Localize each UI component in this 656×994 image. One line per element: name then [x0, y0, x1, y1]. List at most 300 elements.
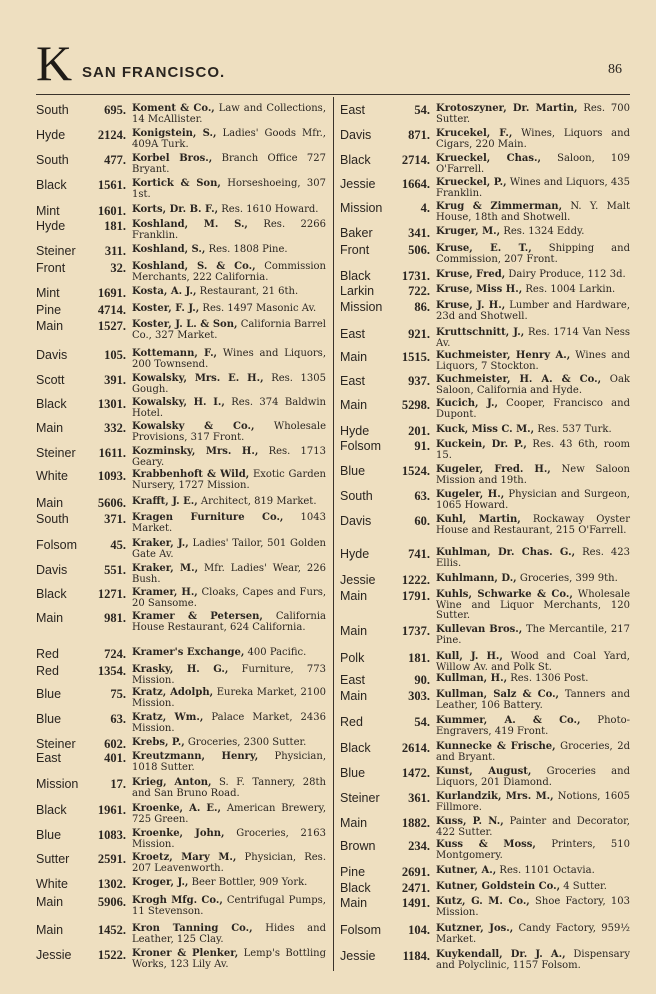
listing-name: Kuchmeister, Henry A., — [436, 350, 571, 361]
exchange-name: Pine — [36, 303, 62, 317]
listing-detail: Dispensary and Polyclinic, 1157 Folsom. — [436, 949, 630, 971]
phone-number: 1731. — [401, 269, 430, 283]
listing-name: Krueckel, Chas., — [436, 153, 541, 164]
listing-name: Kullevan Bros., — [436, 624, 523, 635]
exchange-name: South — [36, 153, 69, 167]
listing-name: Kramer's Exchange, — [132, 647, 245, 658]
phone-number: 371. — [104, 512, 126, 526]
exchange-name: Main — [340, 816, 368, 830]
phone-number: 1222. — [401, 573, 430, 587]
phone-number: 32. — [110, 261, 126, 275]
listing-text — [132, 104, 326, 125]
exchange-name: Main — [36, 611, 64, 625]
exchange-name: Davis — [36, 348, 68, 362]
exchange-name: Steiner — [36, 244, 76, 258]
exchange-name: Steiner — [36, 737, 76, 751]
phone-number: 181. — [104, 219, 126, 233]
directory-entry — [340, 490, 630, 511]
directory-entry — [340, 674, 630, 687]
phone-number: 104. — [408, 923, 430, 937]
listing-detail: Wines and Liquors, 7 Stockton. — [436, 350, 630, 372]
directory-entry — [36, 245, 326, 258]
directory-entry — [340, 792, 630, 813]
listing-detail: Groceries, 2300 Sutter. — [187, 737, 307, 748]
directory-entry — [340, 515, 630, 536]
directory-entry — [340, 950, 630, 971]
listing-detail: Exotic Garden Nursery, 1727 Mission. — [132, 469, 326, 491]
listing-text — [436, 882, 630, 893]
directory-entry — [36, 829, 326, 850]
listing-detail: Res. 1324 Eddy. — [503, 226, 585, 237]
listing-text — [132, 422, 326, 443]
listing-detail: Wholesale Provisions, 317 Front. — [132, 421, 326, 443]
listing-detail: Physician, Res. 207 Leavenworth. — [132, 852, 326, 874]
exchange-name: Main — [340, 350, 368, 364]
listing-name: Kullman, Salz & Co., — [436, 689, 560, 700]
listing-name: Konigstein, S., — [132, 128, 217, 139]
listing-text — [436, 767, 630, 788]
listing-detail: Res. 537 Turk. — [537, 424, 612, 435]
listing-detail: Res. 1101 Octavia. — [499, 865, 595, 876]
directory-entry — [340, 652, 630, 673]
phone-number: 2591. — [97, 852, 126, 866]
phone-number: 1691. — [97, 286, 126, 300]
exchange-name: Black — [340, 741, 371, 755]
listing-text — [132, 853, 326, 874]
phone-number: 1093. — [97, 469, 126, 483]
phone-number: 311. — [104, 244, 126, 258]
exchange-name: Main — [340, 589, 368, 603]
listing-name: Krotoszyner, Dr. Martin, — [436, 103, 578, 114]
exchange-name: Red — [36, 664, 59, 678]
listing-text — [436, 465, 630, 486]
exchange-name: Main — [340, 624, 368, 638]
listing-detail: Res. 1497 Masonic Av. — [202, 303, 317, 314]
listing-name: Kutner, Goldstein Co., — [436, 881, 561, 892]
listing-text — [436, 375, 630, 396]
listing-name: Kraker, J., — [132, 538, 189, 549]
listing-name: Kruse, E. T., — [436, 243, 532, 254]
listing-name: Kuchmeister, H. A. & Co., — [436, 374, 602, 385]
exchange-name: White — [36, 469, 68, 483]
listing-text — [436, 104, 630, 125]
exchange-name: Main — [340, 398, 368, 412]
exchange-name: Black — [340, 269, 371, 283]
listing-text — [436, 490, 630, 511]
directory-entry — [36, 447, 326, 468]
exchange-name: Polk — [340, 651, 365, 665]
listing-name: Kroenke, A. E., — [132, 803, 222, 814]
listing-text — [132, 220, 326, 241]
listing-text — [436, 548, 630, 569]
listing-detail: Shoe Factory, 103 Mission. — [436, 896, 630, 918]
listing-text — [436, 897, 630, 918]
directory-entry — [36, 374, 326, 395]
listing-detail: Saloon, 109 O'Farrell. — [436, 153, 630, 175]
listing-detail: Res. 1714 Van Ness Av. — [436, 327, 630, 349]
listing-detail: Shipping and Commission, 207 Front. — [436, 243, 630, 265]
exchange-name: Scott — [36, 373, 65, 387]
listing-text — [132, 497, 326, 508]
listing-name: Kuss & Moss, — [436, 839, 536, 850]
phone-number: 4714. — [97, 303, 126, 317]
listing-detail: Wines and Liquors, 435 Franklin. — [436, 177, 630, 199]
phone-number: 201. — [408, 424, 430, 438]
phone-number: 91. — [414, 439, 430, 453]
phone-number: 1527. — [97, 319, 126, 333]
phone-number: 551. — [104, 563, 126, 577]
listing-name: Kutner, A., — [436, 865, 497, 876]
phone-number: 477. — [104, 153, 126, 167]
directory-entry — [340, 742, 630, 763]
listing-detail: Hides and Leather, 125 Clay. — [132, 923, 326, 945]
listing-detail: Centrifugal Pumps, 11 Stevenson. — [132, 895, 326, 917]
directory-entry — [36, 497, 326, 510]
directory-entry — [36, 539, 326, 560]
exchange-name: East — [340, 673, 366, 687]
directory-entry — [340, 440, 630, 461]
directory-entry — [36, 713, 326, 734]
listing-text — [436, 227, 630, 238]
directory-entry — [36, 179, 326, 200]
listing-name: Korbel Bros., — [132, 153, 213, 164]
listing-detail: New Saloon Mission and 19th. — [436, 464, 630, 486]
listing-detail: Cooper, Francisco and Dupont. — [436, 398, 630, 420]
listing-name: Korts, Dr. B. F., — [132, 204, 219, 215]
listing-text — [436, 440, 630, 461]
directory-entry — [36, 320, 326, 341]
listing-name: Kroetz, Mary M., — [132, 852, 237, 863]
phone-number: 361. — [408, 791, 430, 805]
phone-number: 5906. — [97, 895, 126, 909]
listing-detail: Groceries, 2163 Mission. — [132, 828, 326, 850]
listing-name: Kron Tanning Co., — [132, 923, 253, 934]
exchange-name: East — [340, 374, 366, 388]
listing-name: Kratz, Wm., — [132, 712, 204, 723]
listing-detail: Photo-Engravers, 419 Front. — [436, 715, 630, 737]
exchange-name: Blue — [340, 464, 366, 478]
listing-detail: Ladies' Tailor, 501 Golden Gate Av. — [132, 538, 326, 560]
exchange-name: Mission — [340, 201, 383, 215]
listing-detail: American Brewery, 725 Green. — [132, 803, 326, 825]
directory-entry — [36, 349, 326, 370]
listing-detail: Groceries, 2d and Bryant. — [436, 741, 630, 763]
listing-name: Kuck, Miss C. M., — [436, 424, 535, 435]
exchange-name: Black — [36, 397, 67, 411]
listing-detail: Physician and Surgeon, 1065 Howard. — [436, 489, 630, 511]
listing-text — [436, 924, 630, 945]
directory-entry — [340, 285, 630, 298]
listing-detail: Restaurant, 21 6th. — [199, 286, 299, 297]
exchange-name: Main — [36, 923, 64, 937]
listing-detail: Mfr. Ladies' Wear, 226 Bush. — [132, 563, 326, 585]
listing-text — [436, 425, 630, 436]
phone-number: 341. — [408, 226, 430, 240]
listing-text — [436, 202, 630, 223]
listing-text — [132, 374, 326, 395]
phone-number: 722. — [408, 284, 430, 298]
listing-name: Kowalsky, Mrs. E. H., — [132, 373, 264, 384]
listing-text — [132, 245, 326, 256]
exchange-name: Larkin — [340, 284, 375, 298]
directory-entry — [340, 328, 630, 349]
exchange-name: Davis — [340, 514, 372, 528]
listing-name: Kosta, A. J., — [132, 286, 197, 297]
listing-text — [132, 154, 326, 175]
listing-name: Kutz, G. M. Co., — [436, 896, 530, 907]
phone-number: 2691. — [401, 865, 430, 879]
listing-detail: 400 Pacific. — [247, 647, 307, 658]
exchange-name: Steiner — [36, 446, 76, 460]
exchange-name: Mint — [36, 204, 60, 218]
phone-number: 1882. — [401, 816, 430, 830]
listing-text — [436, 301, 630, 322]
exchange-name: East — [36, 751, 62, 765]
directory-entry — [36, 648, 326, 661]
exchange-name: Main — [36, 496, 64, 510]
directory-entry — [340, 866, 630, 879]
listing-text — [436, 690, 630, 711]
phone-number: 1354. — [97, 664, 126, 678]
directory-entry — [36, 262, 326, 283]
phone-number: 54. — [414, 103, 430, 117]
phone-number: 1737. — [401, 624, 430, 638]
listing-text — [132, 447, 326, 468]
listing-name: Koshland, S., — [132, 244, 206, 255]
phone-number: 1452. — [97, 923, 126, 937]
directory-entry — [340, 178, 630, 199]
left-column — [36, 102, 326, 972]
column-divider — [333, 97, 334, 971]
header-rule — [36, 94, 630, 95]
listing-detail: Res. 1306 Post. — [510, 673, 589, 684]
exchange-name: South — [36, 103, 69, 117]
listing-name: Kuykendall, Dr. J. A., — [436, 949, 566, 960]
exchange-name: White — [36, 877, 68, 891]
listing-detail: Oak Saloon, California and Hyde. — [436, 374, 630, 396]
listing-text — [436, 950, 630, 971]
listing-detail: Res. 1808 Pine. — [208, 244, 288, 255]
listing-text — [132, 949, 326, 970]
exchange-name: Jessie — [340, 949, 376, 963]
listing-text — [132, 179, 326, 200]
directory-entry — [36, 688, 326, 709]
phone-number: 1961. — [97, 803, 126, 817]
listing-detail: Furniture, 773 Mission. — [132, 664, 326, 686]
listing-detail: Law and Collections, 14 McAllister. — [132, 103, 326, 125]
directory-entry — [36, 398, 326, 419]
listing-text — [132, 470, 326, 491]
phone-number: 602. — [104, 737, 126, 751]
listing-text — [436, 590, 630, 622]
directory-entry — [340, 399, 630, 420]
phone-number: 303. — [408, 689, 430, 703]
exchange-name: Steiner — [340, 791, 380, 805]
listing-text — [436, 285, 630, 296]
directory-entry — [340, 129, 630, 150]
phone-number: 45. — [110, 538, 126, 552]
listing-text — [436, 515, 630, 536]
exchange-name: Davis — [36, 563, 68, 577]
directory-entry — [340, 301, 630, 322]
listing-name: Kuhl, Martin, — [436, 514, 521, 525]
directory-entry — [36, 738, 326, 751]
listing-name: Kurlandzik, Mrs. M., — [436, 791, 554, 802]
phone-number: 75. — [110, 687, 126, 701]
phone-number: 391. — [104, 373, 126, 387]
listing-name: Kowalsky, H. I., — [132, 397, 225, 408]
listing-text — [436, 792, 630, 813]
listing-detail: Lumber and Hardware, 23d and Shotwell. — [436, 300, 631, 322]
listing-name: Koster, F. J., — [132, 303, 200, 314]
directory-entry — [36, 154, 326, 175]
exchange-name: Front — [36, 261, 66, 275]
exchange-name: Baker — [340, 226, 373, 240]
phone-number: 1515. — [401, 350, 430, 364]
page-number: 86 — [608, 62, 622, 77]
exchange-name: South — [340, 489, 373, 503]
exchange-name: Davis — [340, 128, 372, 142]
exchange-name: Folsom — [340, 923, 381, 937]
phone-number: 86. — [414, 300, 430, 314]
directory-entry — [340, 590, 630, 622]
listing-text — [132, 564, 326, 585]
listing-detail: Ladies' Goods Mfr., 409A Turk. — [132, 128, 326, 150]
listing-detail: California House Restaurant, 624 California. — [132, 611, 326, 633]
listing-name: Kozminsky, Mrs. H., — [132, 446, 259, 457]
directory-entry — [340, 817, 630, 838]
listing-text — [436, 840, 630, 861]
listing-text — [436, 716, 630, 737]
directory-entry — [36, 878, 326, 891]
listing-name: Krafft, J. E., — [132, 496, 198, 507]
directory-entry — [36, 470, 326, 491]
listing-detail: Eureka Market, 2100 Mission. — [132, 687, 326, 709]
exchange-name: East — [340, 327, 366, 341]
phone-number: 401. — [104, 751, 126, 765]
directory-entry — [36, 564, 326, 585]
directory-entry — [36, 304, 326, 317]
listing-name: Krug & Zimmerman, — [436, 201, 563, 212]
listing-detail: Res. 2266 Franklin. — [132, 219, 326, 241]
directory-entry — [36, 752, 326, 773]
directory-entry — [36, 853, 326, 874]
exchange-name: Blue — [36, 712, 62, 726]
listing-detail: S. F. Tannery, 28th and San Bruno Road. — [132, 777, 326, 799]
phone-number: 1302. — [97, 877, 126, 891]
directory-entry — [36, 422, 326, 443]
listing-name: Kroner & Plenker, — [132, 948, 239, 959]
listing-text — [436, 674, 630, 685]
listing-detail: Res. 374 Baldwin Hotel. — [132, 397, 326, 419]
phone-number: 937. — [408, 374, 430, 388]
directory-entry — [340, 425, 630, 438]
listing-detail: Wines, Liquors and Cigars, 220 Main. — [436, 128, 630, 150]
exchange-name: Hyde — [340, 547, 370, 561]
directory-entry — [340, 625, 630, 646]
exchange-name: Main — [340, 896, 368, 910]
listing-detail: Candy Factory, 959½ Market. — [436, 923, 630, 945]
listing-detail: Res. 43 6th, room 15. — [436, 439, 631, 461]
listing-detail: Res. 1004 Larkin. — [525, 284, 616, 295]
exchange-name: Mission — [340, 300, 383, 314]
listing-name: Kruse, Fred, — [436, 269, 506, 280]
directory-entry — [340, 716, 630, 737]
listing-text — [132, 129, 326, 150]
listing-text — [436, 742, 630, 763]
listing-text — [132, 665, 326, 686]
listing-text — [436, 625, 630, 646]
exchange-name: Folsom — [36, 538, 77, 552]
listing-detail: Painter and Decorator, 422 Sutter. — [436, 816, 630, 838]
exchange-name: East — [340, 103, 366, 117]
listing-text — [436, 652, 630, 673]
listing-text — [436, 129, 630, 150]
listing-detail: Res. 1305 Gough. — [132, 373, 326, 395]
listing-detail: Wines and Liquors, 200 Townsend. — [132, 348, 326, 370]
exchange-name: Hyde — [36, 219, 66, 233]
exchange-name: South — [36, 512, 69, 526]
exchange-name: Pine — [340, 865, 366, 879]
directory-entry — [36, 220, 326, 241]
listing-detail: Res. 1713 Geary. — [132, 446, 327, 468]
directory-entry — [36, 205, 326, 218]
exchange-name: Red — [340, 715, 363, 729]
listing-name: Kroenke, John, — [132, 828, 225, 839]
exchange-name: Folsom — [340, 439, 381, 453]
directory-entry — [36, 896, 326, 917]
directory-entry — [340, 227, 630, 240]
phone-number: 63. — [110, 712, 126, 726]
listing-text — [132, 688, 326, 709]
listing-text — [436, 328, 630, 349]
listing-detail: Wholesale Wine and Liquor Merchants, 120 Sutter. — [436, 589, 630, 621]
phone-number: 5606. — [97, 496, 126, 510]
listing-name: Koment & Co., — [132, 103, 215, 114]
exchange-name: Main — [36, 895, 64, 909]
exchange-name: Red — [36, 647, 59, 661]
phone-number: 2614. — [401, 741, 430, 755]
phone-number: 871. — [408, 128, 430, 142]
listing-detail: Cloaks, Capes and Furs, 20 Sansome. — [132, 587, 326, 609]
phone-number: 506. — [408, 243, 430, 257]
listing-text — [436, 244, 630, 265]
listing-name: Kruttschnitt, J., — [436, 327, 525, 338]
directory-entry — [36, 129, 326, 150]
phone-number: 90. — [414, 673, 430, 687]
directory-entry — [340, 882, 630, 895]
directory-entry — [36, 513, 326, 534]
phone-number: 4. — [420, 201, 430, 215]
exchange-name: Blue — [340, 766, 366, 780]
listing-detail: Dairy Produce, 112 3d. — [508, 269, 626, 280]
listing-text — [132, 648, 326, 659]
exchange-name: Front — [340, 243, 370, 257]
exchange-name: Black — [340, 881, 371, 895]
phone-number: 724. — [104, 647, 126, 661]
listing-name: Kroger, J., — [132, 877, 189, 888]
phone-number: 1561. — [97, 178, 126, 192]
listing-detail: Architect, 819 Market. — [200, 496, 317, 507]
phone-number: 105. — [104, 348, 126, 362]
exchange-name: Jessie — [340, 573, 376, 587]
listing-name: Kuhlman, Dr. Chas. G., — [436, 547, 576, 558]
listing-name: Kuhlmann, D., — [436, 573, 517, 584]
phone-number: 1491. — [401, 896, 430, 910]
listing-text — [436, 270, 630, 281]
listing-detail: Notions, 1605 Fillmore. — [436, 791, 630, 813]
phone-number: 2124. — [97, 128, 126, 142]
